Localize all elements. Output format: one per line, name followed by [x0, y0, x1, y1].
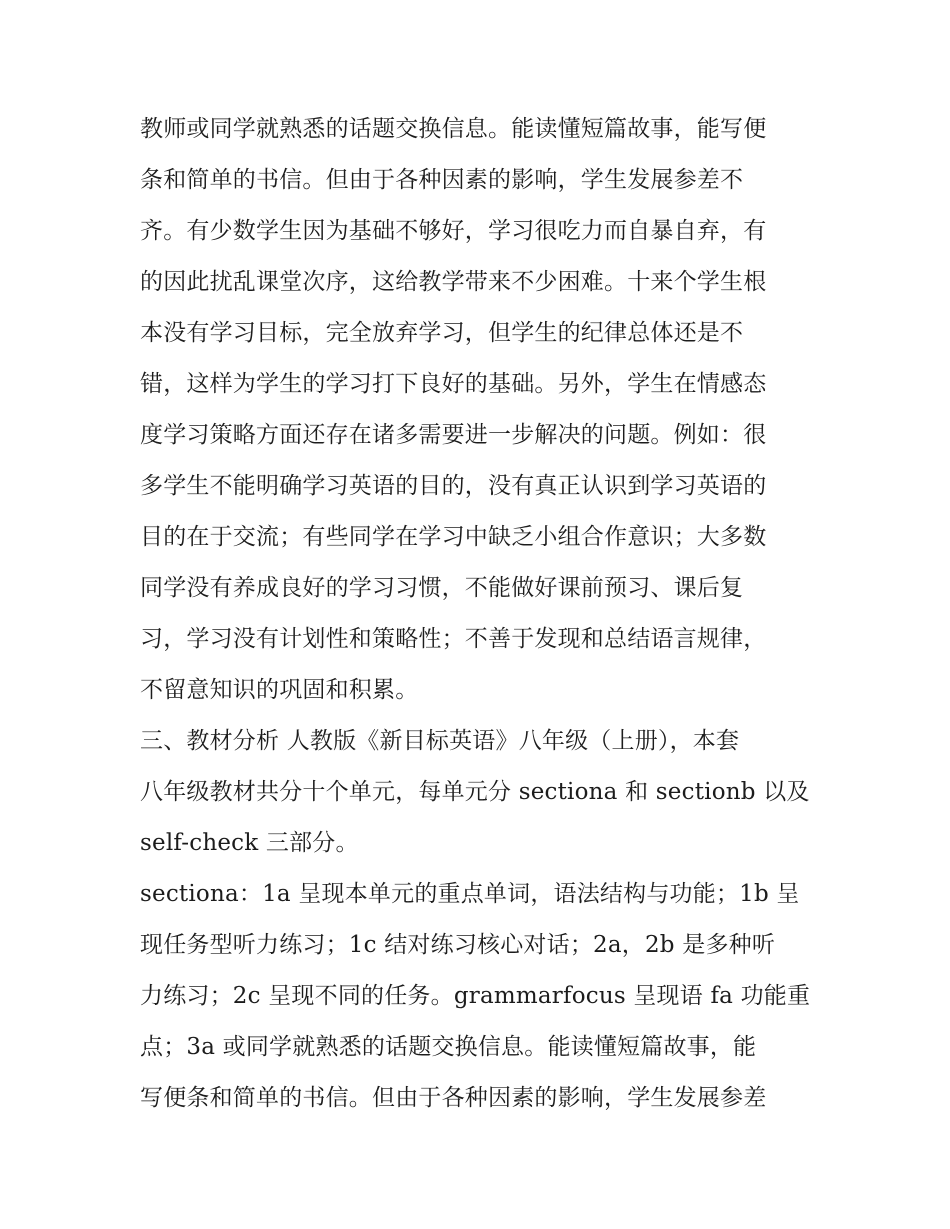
text-line: 目的在于交流；有些同学在学习中缺乏小组合作意识；大多数 — [140, 524, 767, 550]
text-line: 写便条和简单的书信。但由于各种因素的影响，学生发展参差 — [140, 1085, 767, 1111]
text-line: 条和简单的书信。但由于各种因素的影响，学生发展参差不 — [140, 167, 744, 193]
text-line: 习，学习没有计划性和策略性；不善于发现和总结语言规律， — [140, 626, 767, 652]
section-heading-line: 三、教材分析 人教版《新目标英语》八年级（上册），本套 — [140, 728, 740, 754]
text-line: 力练习；2c 呈现不同的任务。grammarfocus 呈现语 fa 功能重 — [140, 983, 811, 1009]
text-line: 齐。有少数学生因为基础不够好，学习很吃力而自暴自弃，有 — [140, 218, 767, 244]
text-line: 八年级教材共分十个单元，每单元分 sectiona 和 sectionb 以及 — [140, 779, 810, 805]
text-line: 点；3a 或同学就熟悉的话题交换信息。能读懂短篇故事，能 — [140, 1034, 757, 1060]
text-line: self-check 三部分。 — [140, 830, 359, 856]
text-line: 不留意知识的巩固和积累。 — [140, 677, 419, 703]
text-line: 的因此扰乱课堂次序，这给教学带来不少困难。十来个学生根 — [140, 269, 767, 295]
text-line: 同学没有养成良好的学习习惯，不能做好课前预习、课后复 — [140, 575, 744, 601]
text-line: 度学习策略方面还存在诸多需要进一步解决的问题。例如：很 — [140, 422, 767, 448]
text-line: 错，这样为学生的学习打下良好的基础。另外，学生在情感态 — [140, 371, 767, 397]
body-text — [140, 104, 820, 1124]
text-line: 教师或同学就熟悉的话题交换信息。能读懂短篇故事，能写便 — [140, 116, 767, 142]
text-line: 本没有学习目标，完全放弃学习，但学生的纪律总体还是不 — [140, 320, 744, 346]
text-line: sectiona：1a 呈现本单元的重点单词，语法结构与功能；1b 呈 — [140, 881, 800, 907]
text-line: 现任务型听力练习；1c 结对练习核心对话；2a，2b 是多种听 — [140, 932, 776, 958]
text-line: 多学生不能明确学习英语的目的，没有真正认识到学习英语的 — [140, 473, 767, 499]
